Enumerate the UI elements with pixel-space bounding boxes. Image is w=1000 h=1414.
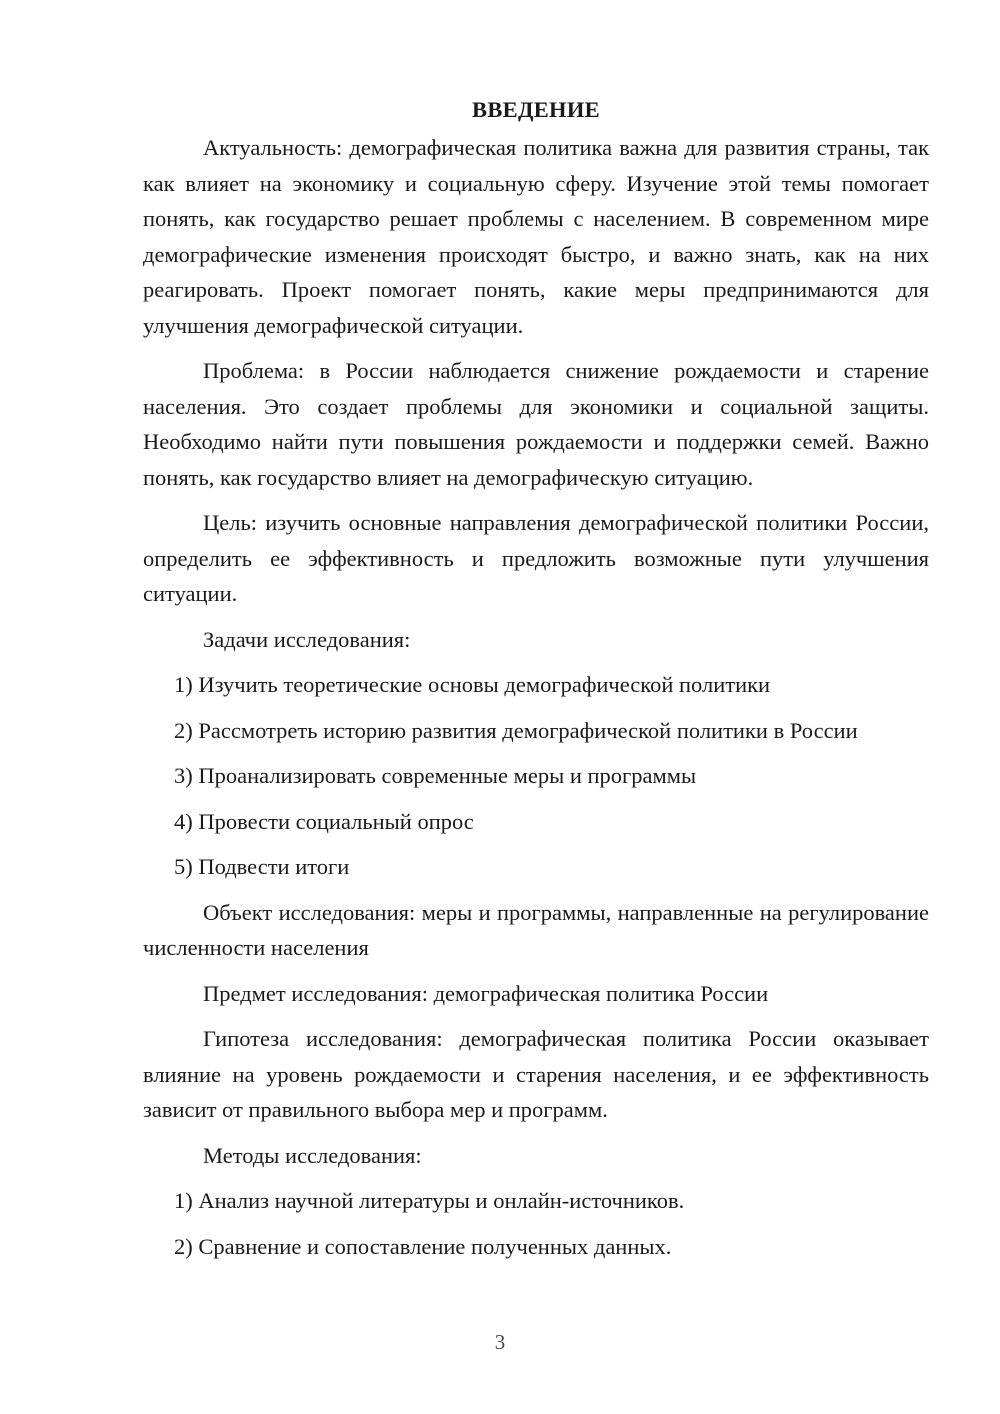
task-item: 4) Провести социальный опрос bbox=[174, 808, 474, 834]
subject-paragraph: Предмет исследования: демографическая политика России bbox=[203, 980, 769, 1006]
task-item: 2) Рассмотреть историю развития демографической политики в России bbox=[174, 717, 858, 743]
hypothesis-paragraph: Гипотеза исследования: демографическая политика России оказывает влияние на уровень рождаемости и старения населения, и ее эффективность зависит от правильного выбора мер и программ. bbox=[143, 1026, 929, 1122]
task-item: 3) Проанализировать современные меры и программы bbox=[174, 763, 697, 788]
task-item: 1) Изучить теоретические основы демографической политики bbox=[174, 672, 771, 697]
methods-heading: Методы исследования: bbox=[203, 1142, 422, 1168]
page-number: 3 bbox=[494, 1330, 506, 1354]
goal-paragraph: Цель: изучить основные направления демографической политики России, определить ее эффективность и предложить возможные пути улучшения ситуации. bbox=[143, 510, 929, 606]
problem-paragraph: Проблема: в России наблюдается снижение рождаемости и старение населения. Это создает проблемы для экономики и социальной защиты. Необходимо найти пути повышения рождаемости и поддержки семей. Важно понять, как государство влияет на демографическую ситуацию. bbox=[143, 358, 929, 490]
method-item: 1) Анализ научной литературы и онлайн-источников. bbox=[174, 1188, 685, 1213]
task-item: 5) Подвести итоги bbox=[174, 854, 350, 879]
object-paragraph: Объект исследования: меры и программы, направленные на регулирование численности населения bbox=[143, 899, 929, 960]
relevance-paragraph: Актуальность: демографическая политика важна для развития страны, так как влияет на экономику и социальную сферу. Изучение этой темы помогает понять, как государство решает проблемы с населением. В современном мире демографические изменения происходят быстро, и важно знать, как на них реагировать. Проект помогает понять, какие меры предпринимаются для улучшения демографической ситуации. bbox=[143, 135, 929, 338]
method-item: 2) Сравнение и сопоставление полученных данных. bbox=[174, 1233, 672, 1259]
tasks-heading: Задачи исследования: bbox=[203, 626, 411, 652]
section-title: ВВЕДЕНИЕ bbox=[472, 97, 600, 122]
document-body bbox=[143, 92, 929, 1274]
